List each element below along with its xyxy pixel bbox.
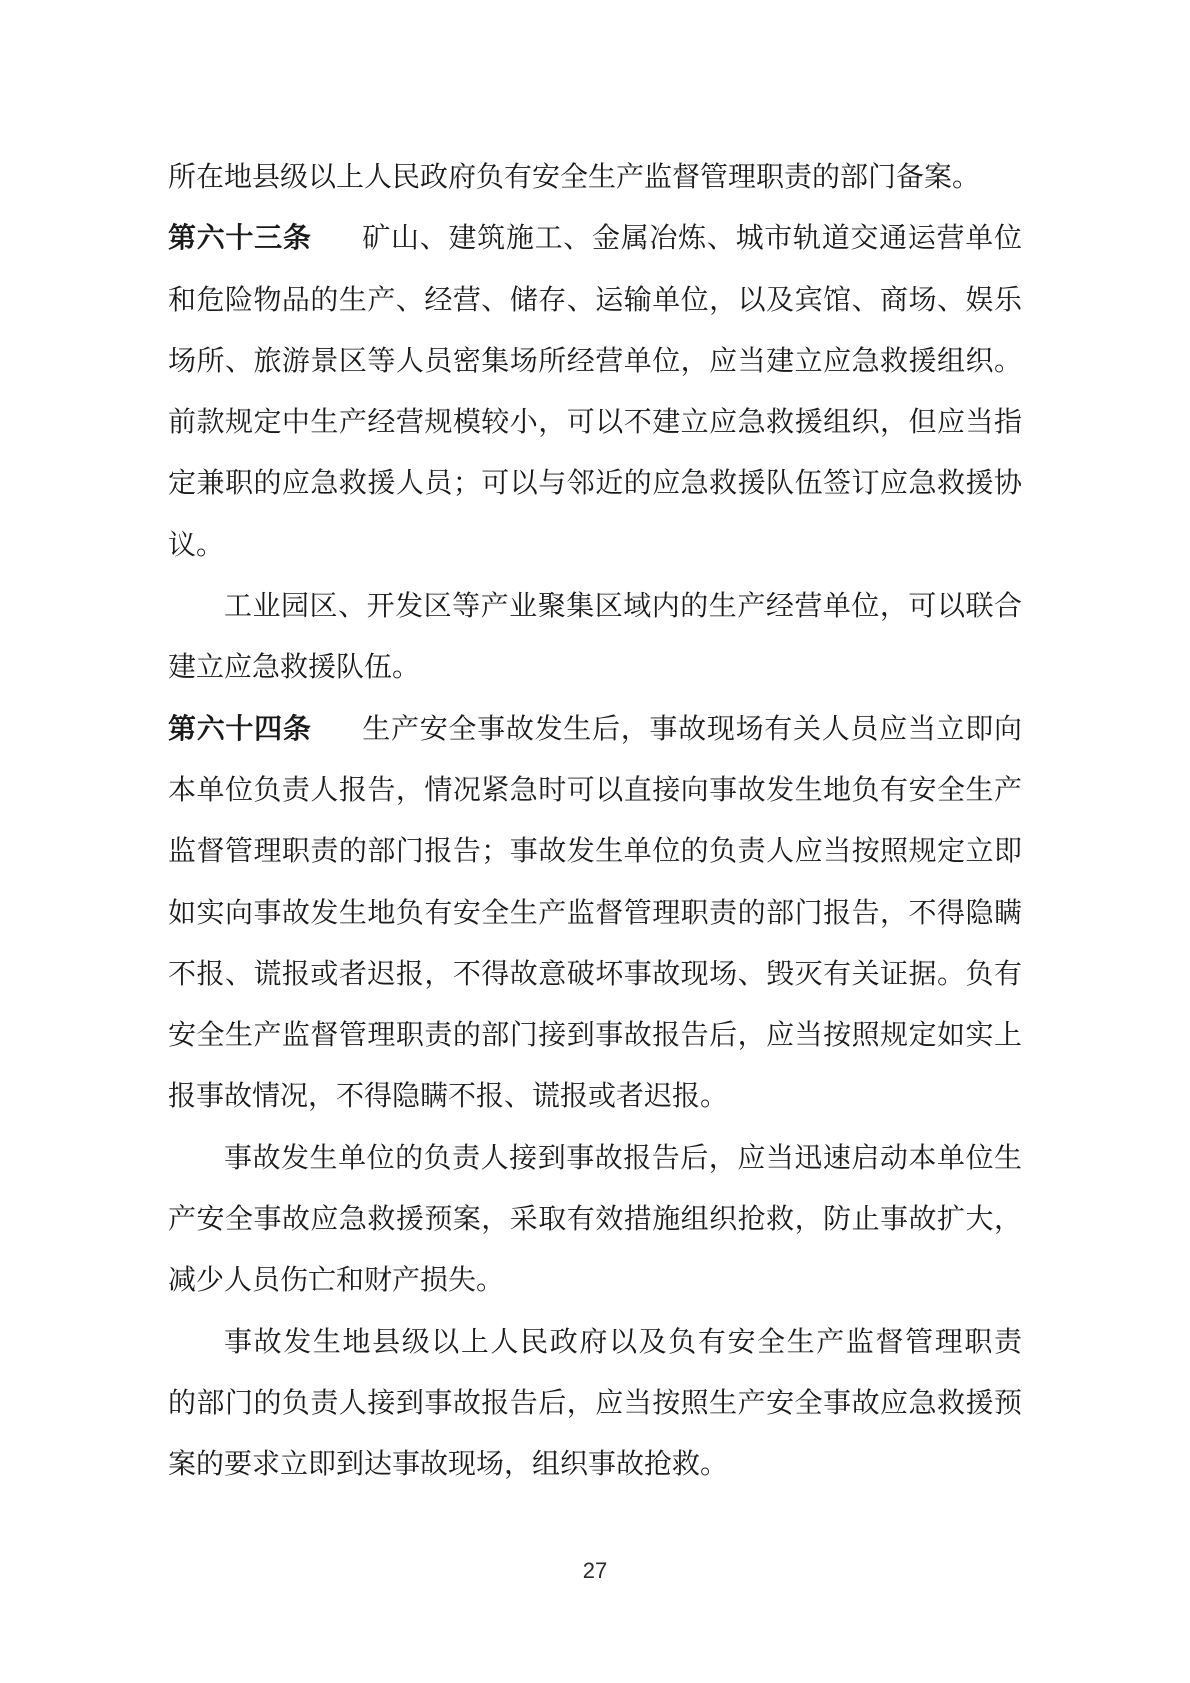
text-line — [168, 270, 1022, 331]
line-text: 的部门的负责人接到事故报告后，应当按照生产安全事故应急救援预 — [168, 1387, 1022, 1419]
text-line — [168, 1373, 1022, 1434]
page-number: 27 — [582, 1558, 608, 1583]
line-text: 建立应急救援队伍。 — [168, 652, 421, 684]
text-line — [168, 883, 1022, 944]
line-text: 议。 — [168, 529, 225, 561]
line-text: 生产安全事故发生后，事故现场有关人员应当立即向 — [361, 713, 1022, 745]
line-text: 产安全事故应急救援预案，采取有效措施组织抢救，防止事故扩大， — [168, 1204, 1022, 1236]
line-text: 减少人员伤亡和财产损失。 — [168, 1265, 505, 1297]
line-text: 监督管理职责的部门报告；事故发生单位的负责人应当按照规定立即 — [168, 836, 1022, 868]
text-line — [168, 331, 1022, 392]
line-text: 事故发生地县级以上人民政府以及负有安全生产监督管理职责 — [224, 1326, 1022, 1358]
text-line — [168, 1312, 1022, 1373]
text-line — [168, 1005, 1022, 1066]
text-line — [168, 1250, 1022, 1311]
line-text: 矿山、建筑施工、金属冶炼、城市轨道交通运营单位 — [361, 223, 1022, 255]
article-number: 第六十四条 — [168, 713, 312, 745]
line-text: 不报、谎报或者迟报，不得故意破坏事故现场、毁灭有关证据。负有 — [168, 958, 1022, 990]
line-text: 本单位负责人报告，情况紧急时可以直接向事故发生地负有安全生产 — [168, 774, 1022, 806]
text-line — [168, 147, 1022, 208]
text-line — [168, 1189, 1022, 1250]
line-text: 和危险物品的生产、经营、储存、运输单位，以及宾馆、商场、娱乐 — [168, 284, 1022, 316]
text-line — [168, 944, 1022, 1005]
text-line — [168, 1066, 1022, 1127]
article-number: 第六十三条 — [168, 223, 312, 255]
line-text: 案的要求立即到达事故现场，组织事故抢救。 — [168, 1449, 729, 1481]
line-text: 定兼职的应急救援人员；可以与邻近的应急救援队伍签订应急救援协 — [168, 468, 1022, 500]
text-line — [168, 1434, 1022, 1495]
text-line — [168, 760, 1022, 821]
text-line — [168, 453, 1022, 514]
text-line — [168, 821, 1022, 882]
line-text: 所在地县级以上人民政府负有安全生产监督管理职责的部门备案。 — [168, 162, 981, 193]
text-line — [168, 392, 1022, 453]
text-line — [168, 1128, 1022, 1189]
line-text: 如实向事故发生地负有安全生产监督管理职责的部门报告，不得隐瞒 — [168, 897, 1022, 929]
document-body — [168, 147, 1022, 1496]
line-text: 场所、旅游景区等人员密集场所经营单位，应当建立应急救援组织。 — [168, 345, 1022, 377]
line-text: 工业园区、开发区等产业聚集区域内的生产经营单位，可以联合 — [224, 591, 1022, 623]
line-text: 安全生产监督管理职责的部门接到事故报告后，应当按照规定如实上 — [168, 1020, 1022, 1052]
text-line — [168, 208, 1022, 269]
text-line — [168, 699, 1022, 760]
text-line — [168, 515, 1022, 576]
text-line — [168, 576, 1022, 637]
line-text: 事故发生单位的负责人接到事故报告后，应当迅速启动本单位生 — [224, 1142, 1022, 1174]
text-line — [168, 637, 1022, 698]
line-text: 前款规定中生产经营规模较小，可以不建立应急救援组织，但应当指 — [168, 407, 1022, 439]
line-text: 报事故情况，不得隐瞒不报、谎报或者迟报。 — [168, 1081, 729, 1113]
